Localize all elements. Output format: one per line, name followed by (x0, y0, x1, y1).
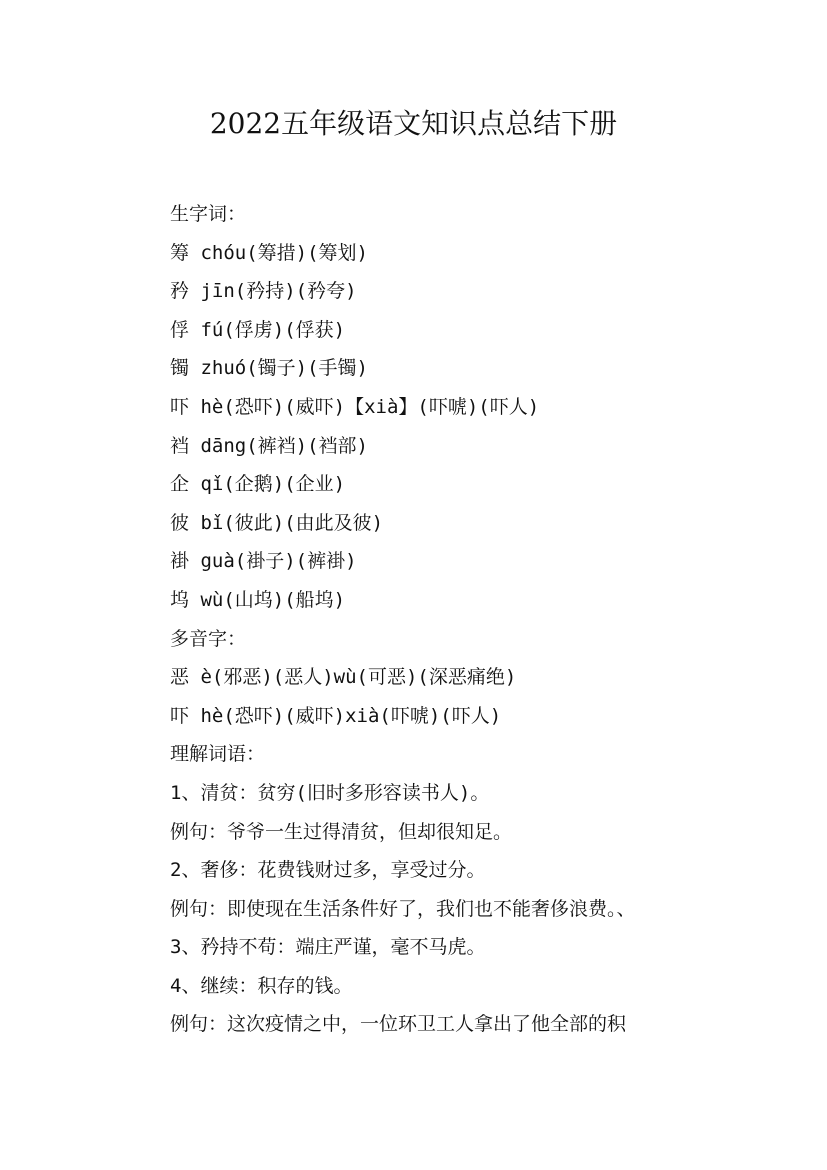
vocab-entry: 镯 zhuó(镯子)(手镯) (170, 357, 368, 380)
section-heading-polyphones: 多音字： (170, 627, 247, 650)
vocab-entry: 裆 dāng(裤裆)(裆部) (170, 434, 368, 457)
definition-entry: 2、奢侈：花费钱财过多，享受过分。 (170, 859, 486, 882)
vocab-entry: 褂 guà(褂子)(裤褂) (170, 550, 357, 573)
polyphone-entry: 恶 è(邪恶)(恶人)wù(可恶)(深恶痛绝) (170, 666, 517, 689)
vocab-entry: 吓 hè(恐吓)(威吓)【xià】(吓唬)(吓人) (170, 395, 540, 418)
section-heading-word-meanings: 理解词语： (170, 743, 266, 766)
definition-entry: 1、清贫：贫穷(旧时多形容读书人)。 (170, 781, 490, 804)
example-sentence: 例句：即使现在生活条件好了，我们也不能奢侈浪费。、 (170, 897, 636, 920)
section-heading-vocabulary: 生字词： (170, 203, 247, 225)
document-body (170, 195, 770, 1044)
vocab-entry: 企 qǐ(企鹅)(企业) (170, 473, 346, 496)
vocab-entry: 坞 wù(山坞)(船坞) (170, 588, 346, 611)
example-sentence: 例句：爷爷一生过得清贫，但却很知足。 (170, 820, 513, 843)
definition-entry: 4、继续：积存的钱。 (170, 974, 353, 997)
example-sentence: 例句：这次疫情之中，一位环卫工人拿出了他全部的积 (170, 1013, 627, 1036)
vocab-entry: 筹 chóu(筹措)(筹划) (170, 241, 368, 264)
vocab-entry: 彼 bǐ(彼此)(由此及彼) (170, 511, 384, 534)
document-title: 2022五年级语文知识点总结下册 (209, 107, 618, 140)
definition-entry: 3、矜持不苟：端庄严谨，毫不马虎。 (170, 936, 486, 959)
vocab-entry: 俘 fú(俘虏)(俘获) (170, 318, 346, 341)
polyphone-entry: 吓 hè(恐吓)(威吓)xià(吓唬)(吓人) (170, 704, 502, 727)
vocab-entry: 矜 jīn(矜持)(矜夸) (170, 280, 357, 303)
